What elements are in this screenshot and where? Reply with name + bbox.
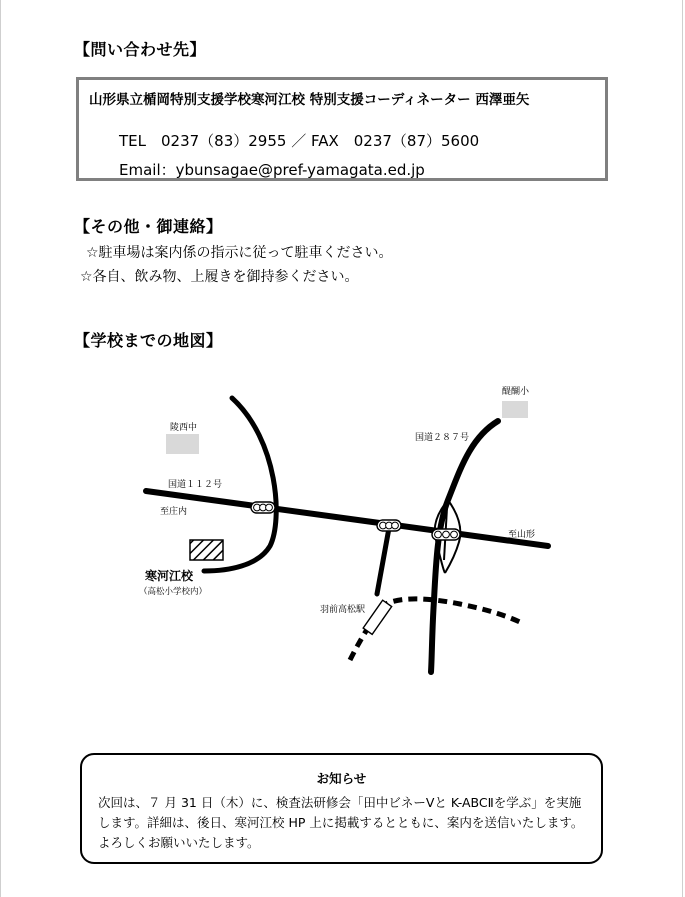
traffic-signal-middle	[377, 520, 401, 531]
label-station: 羽前高松駅	[320, 605, 366, 615]
route-112-road	[146, 491, 548, 546]
contact-email: Email：ybunsagae@pref-yamagata.ed.jp	[119, 161, 425, 179]
note-belongings: ☆各自、飲み物、上履きを御持参ください。	[80, 269, 359, 285]
school-building	[190, 540, 223, 560]
daigo-school-block	[502, 401, 528, 418]
note-parking: ☆駐車場は案内係の指示に従って駐車ください。	[86, 245, 393, 261]
other-heading: 【その他・御連絡】	[74, 217, 223, 236]
station-building	[363, 600, 392, 634]
label-ryosei-junior: 陵西中	[170, 423, 198, 433]
notice-line-3: よろしくお願いいたします。	[98, 835, 260, 850]
notice-line-1: 次回は、７ 月 31 日（木）に、検査法研修会「田中ビネーⅤと K-ABCⅡを学ぶ」を実施	[98, 795, 582, 810]
side-road-south	[377, 528, 389, 594]
label-daigo-school: 醍醐小	[502, 387, 530, 397]
traffic-signal-east	[432, 529, 460, 540]
notice-line-2: します。詳細は、後日、寒河江校 HP 上に掲載するとともに、案内を送信いたします。	[98, 815, 584, 830]
traffic-signal-west	[251, 502, 275, 513]
label-route-112: 国道１１２号	[168, 480, 223, 490]
label-to-yamagata: 至山形	[508, 530, 536, 540]
notice-box	[80, 753, 603, 864]
ryosei-junior-block	[166, 434, 199, 454]
contact-heading: 【問い合わせ先】	[74, 40, 207, 59]
label-to-shonai: 至庄内	[160, 507, 188, 517]
contact-phone: TEL 0237（83）2955 ／ FAX 0237（87）5600	[119, 132, 480, 150]
route-287-road	[431, 421, 498, 672]
label-school-sub: （高松小学校内）	[139, 587, 208, 597]
notice-title: お知らせ	[316, 771, 367, 786]
label-school-name: 寒河江校	[145, 569, 194, 583]
map-heading: 【学校までの地図】	[74, 331, 223, 350]
label-route-287: 国道２８７号	[415, 433, 470, 443]
contact-organization: 山形県立楯岡特別支援学校寒河江校 特別支援コーディネーター 西澤亜矢	[89, 92, 530, 108]
